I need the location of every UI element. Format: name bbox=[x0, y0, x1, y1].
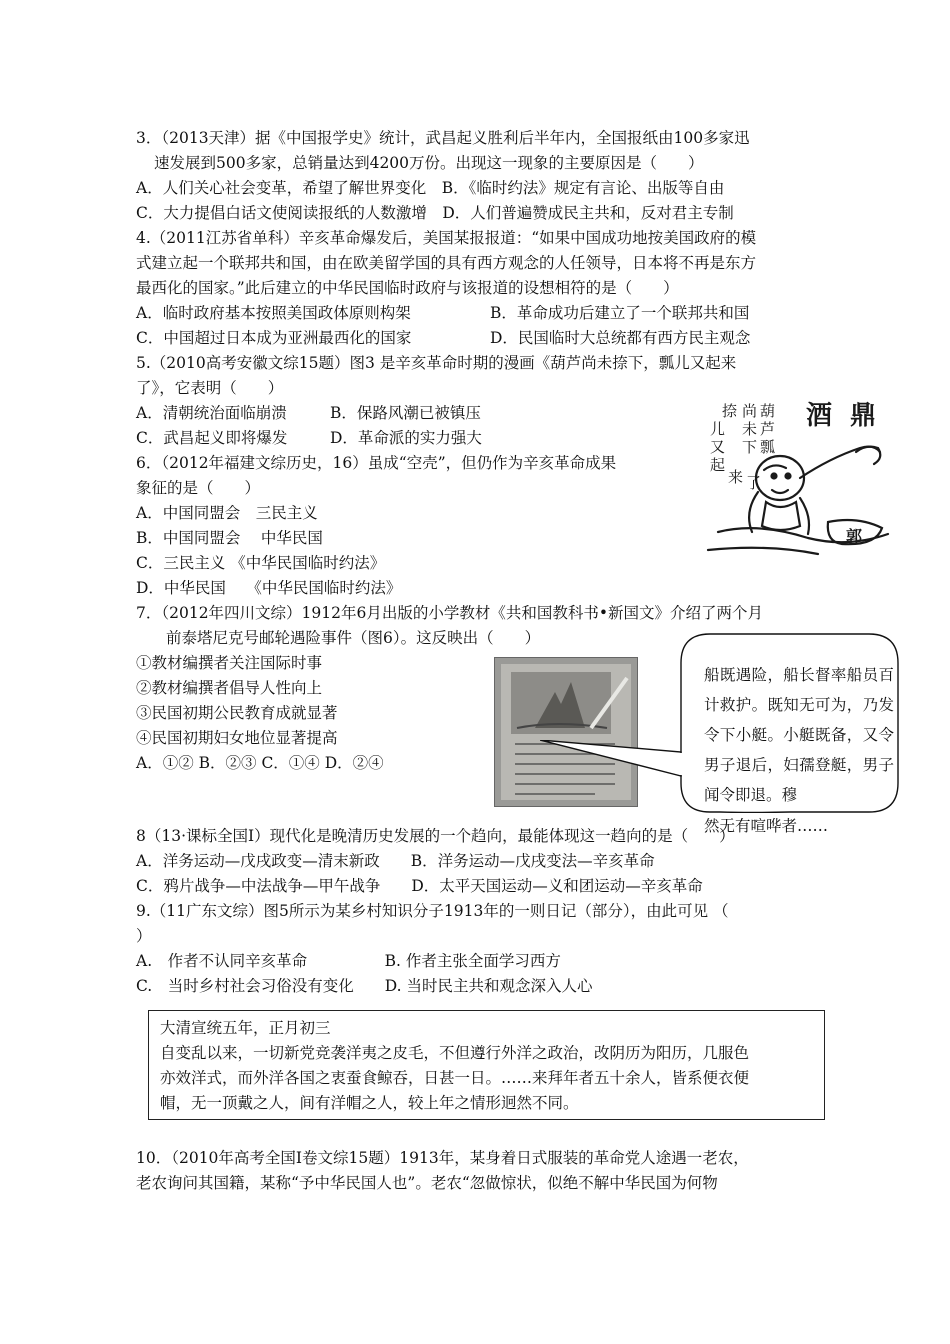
cartoon-char: 捺 bbox=[722, 402, 738, 420]
q8-stem: 8（13·课标全国Ⅰ）现代化是晚清历史发展的一个趋向，最能体现这一趋向的是（ ） bbox=[136, 827, 735, 845]
q4-stem-line2: 式建立起一个联邦共和国，由在欧美留学国的具有西方观念的人任领导，日本将不再是东方 bbox=[136, 254, 757, 272]
q7-statement-3: ③民国初期公民教育成就显著 bbox=[136, 704, 338, 722]
q9-stem-line1: 9.（11广东文综）图5所示为某乡村知识分子1913年的一则日记（部分），由此可见 （ bbox=[136, 902, 729, 920]
q4-option-a: A．临时政府基本按照美国政体原则构架 bbox=[136, 304, 411, 322]
q10-stem-line1: 10．（2010年高考全国Ⅰ卷文综15题）1913年，某身着日式服装的革命党人途遇一老农， bbox=[136, 1149, 749, 1167]
cartoon-gourd-label: 郭 bbox=[846, 527, 863, 546]
q5-stem-line1: 5.（2010高考安徽文综15题）图3 是辛亥革命时期的漫画《葫芦尚未捺下，瓢儿又起来 bbox=[136, 354, 737, 372]
q6-option-c: C．三民主义 《中华民国临时约法》 bbox=[136, 554, 386, 572]
q6-option-d: D．中华民国 《中华民国临时约法》 bbox=[136, 579, 402, 597]
q6-stem-line1: 6．（2012年福建文综历史，16）虽成“空壳”，但仍作为辛亥革命成果 bbox=[136, 454, 617, 472]
q4-option-c: C．中国超过日本成为亚洲最西化的国家 bbox=[136, 329, 412, 347]
diary-line: 自变乱以来，一切新党竞袭洋夷之皮毛，不但遵行外洋之政治，改阴历为阳历，几服色 bbox=[160, 1044, 750, 1062]
speech-bubble-overflow-text: 然无有喧哗者…… bbox=[704, 817, 829, 835]
q6-option-a: A．中国同盟会 三民主义 bbox=[136, 504, 318, 522]
cartoon-illustration bbox=[688, 382, 898, 564]
diary-heading: 大清宣统五年，正月初三 bbox=[160, 1019, 331, 1037]
diary-line: 帽，无一顶戴之人，间有洋帽之人，较上年之情形迥然不同。 bbox=[160, 1094, 579, 1112]
q6-option-b: B．中国同盟会 中华民国 bbox=[136, 529, 323, 547]
cartoon-char: 了 bbox=[746, 474, 762, 492]
q4-option-d: D．民国临时大总统都有西方民主观念 bbox=[490, 329, 751, 347]
q5-option-c: C．武昌起义即将爆发 bbox=[136, 429, 288, 447]
cartoon-char: 下 bbox=[742, 438, 758, 456]
q7-statement-4: ④民国初期妇女地位显著提高 bbox=[136, 729, 338, 747]
q4-stem-line3: 最西化的国家。”此后建立的中华民国临时政府与该报道的设想相符的是（ ） bbox=[136, 279, 679, 297]
q5-stem-line2: 了》，它表明（ ） bbox=[136, 379, 284, 397]
q9-options-ab: A. 作者不认同辛亥革命 B. 作者主张全面学习西方 bbox=[136, 952, 561, 970]
q5-option-b: B．保路风潮已被镇压 bbox=[330, 404, 481, 422]
cartoon-char: 酒 bbox=[806, 401, 833, 431]
q8-options-ab: A．洋务运动—戊戌政变—清末新政 B．洋务运动—戊戌变法—辛亥革命 bbox=[136, 852, 655, 870]
q9-options-cd: C. 当时乡村社会习俗没有变化 D. 当时民主共和观念深入人心 bbox=[136, 977, 593, 995]
q6-stem-line2: 象征的是（ ） bbox=[136, 479, 261, 497]
diary-text bbox=[160, 1016, 816, 1116]
q3-options-ab: A．人们关心社会变革，希望了解世界变化 B．《临时约法》规定有言论、出版等自由 bbox=[136, 179, 725, 197]
cartoon-char: 又 bbox=[710, 438, 726, 456]
cartoon-char: 起 bbox=[710, 456, 726, 474]
q3-stem-line2: 速发展到500多家，总销量达到4200万份。出现这一现象的主要原因是（ ） bbox=[154, 154, 704, 172]
cartoon-char: 来 bbox=[728, 468, 744, 486]
q4-stem-line1: 4.（2011江苏省单科）辛亥革命爆发后，美国某报报道：“如果中国成功地按美国政府的模 bbox=[136, 229, 757, 247]
cartoon-char: 尚 bbox=[742, 402, 758, 420]
q9-stem-line2: ） bbox=[136, 927, 152, 945]
cartoon-char: 鼎 bbox=[850, 401, 877, 431]
q4-option-b: B．革命成功后建立了一个联邦共和国 bbox=[490, 304, 750, 322]
cartoon-char: 儿 bbox=[710, 420, 726, 438]
q10-stem-line2: 老农询问其国籍，某称“予中华民国人也”。老农“忽做惊状，似绝不解中华民国为何物 bbox=[136, 1174, 718, 1192]
q7-stem-line1: 7．（2012年四川文综）1912年6月出版的小学教材《共和国教科书•新国文》介绍了两个月 bbox=[136, 604, 764, 622]
q5-option-a: A．清朝统治面临崩溃 bbox=[136, 404, 287, 422]
q8-options-cd: C．鸦片战争—中法战争—甲午战争 D．太平天国运动—义和团运动—辛亥革命 bbox=[136, 877, 703, 895]
cartoon-char: 未 bbox=[742, 420, 758, 438]
speech-bubble-tail bbox=[540, 740, 710, 780]
cartoon-char: 葫 bbox=[760, 402, 776, 420]
q7-stem-line2: 前泰塔尼克号邮轮遇险事件（图6）。这反映出（ ） bbox=[166, 629, 541, 647]
q5-option-d: D．革命派的实力强大 bbox=[330, 429, 482, 447]
cartoon-char: 芦 bbox=[760, 420, 776, 438]
q3-options-cd: C．大力提倡白话文使阅读报纸的人数激增 D．人们普遍赞成民主共和，反对君主专制 bbox=[136, 204, 734, 222]
cartoon-char: 瓢 bbox=[760, 438, 776, 456]
diary-line: 亦效洋式，而外洋各国之衷蚕食鲸吞，日甚一日。……来拜年者五十余人，皆系便衣便 bbox=[160, 1069, 750, 1087]
q7-statement-1: ①教材编撰者关注国际时事 bbox=[136, 654, 323, 672]
textbook-photo bbox=[494, 657, 638, 807]
speech-bubble-text: 船既遇险，船长督率船员百计救护。既知无可为，乃发令下小艇。小艇既备，又令男子退后，妇孺登艇，男子闻令即退。穆 bbox=[704, 666, 894, 804]
q7-options: A．①② B．②③ C．①④ D．②④ bbox=[136, 754, 384, 772]
q7-statement-2: ②教材编撰者倡导人性向上 bbox=[136, 679, 323, 697]
q3-stem-line1: 3．（2013天津）据《中国报学史》统计，武昌起义胜利后半年内，全国报纸由100多家迅 bbox=[136, 129, 750, 147]
